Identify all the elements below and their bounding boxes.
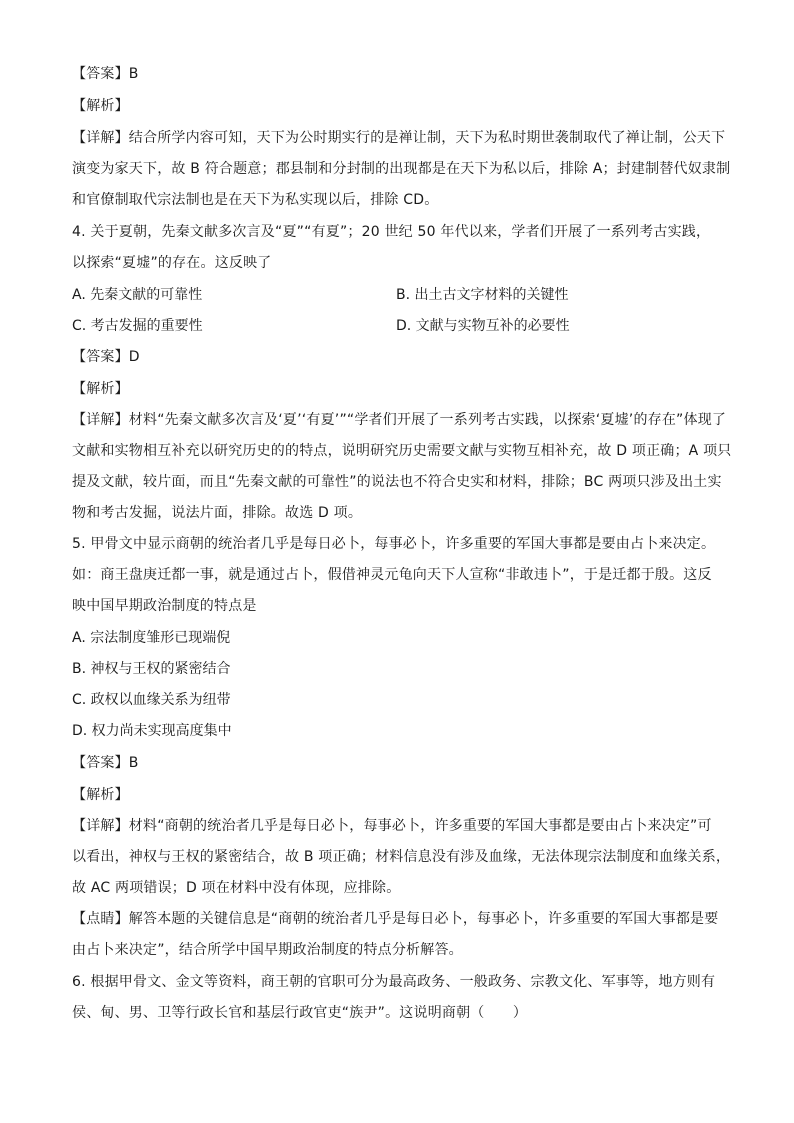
q5-detail-line: 故 AC 两项错误；D 项在材料中没有体现，应排除。 <box>72 880 401 896</box>
q3-detail-line: 和官僚制取代宗法制也是在天下为私实现以后，排除 CD。 <box>72 192 439 208</box>
q5-stem-line: 如：商王盘庚迁都一事，就是通过占卜，假借神灵元龟向天下人宣称“非敢违卜”，于是迁都于殷。这反 <box>72 567 712 583</box>
q5-answer: 【答案】B <box>72 755 139 771</box>
q4-option-d: D. 文献与实物互补的必要性 <box>396 318 570 334</box>
q5-detail-line: 以看出，神权与王权的紧密结合，故 B 项正确；材料信息没有涉及血缘，无法体现宗法制度和血缘关系， <box>72 849 731 865</box>
q5-comment-line: 由占卜来决定”，结合所学中国早期政治制度的特点分析解答。 <box>72 942 463 958</box>
q5-stem-line: 5. 甲骨文中显示商朝的统治者几乎是每日必卜，每事必卜，许多重要的军国大事都是要由占卜来决定。 <box>72 536 716 552</box>
q5-option-c: C. 政权以血缘关系为纽带 <box>72 692 231 708</box>
q4-detail-line: 物和考古发掘，说法片面，排除。故选 D 项。 <box>72 505 363 521</box>
q5-detail-line: 【详解】材料“商朝的统治者几乎是每日必卜，每事必卜，许多重要的军国大事都是要由占卜来决定”可 <box>72 818 712 834</box>
q5-option-b: B. 神权与王权的紧密结合 <box>72 661 231 677</box>
q4-stem-line: 4. 关于夏朝，先秦文献多次言及“夏”“有夏”；20 世纪 50 年代以来，学者们开展了一系列考古实践， <box>72 224 711 240</box>
q3-detail-line: 演变为家天下，故 B 符合题意；郡县制和分封制的出现都是在天下为私以后，排除 A；封建制替代奴隶制 <box>72 161 731 177</box>
q5-option-d: D. 权力尚未实现高度集中 <box>72 723 232 739</box>
q4-analysis-heading: 【解析】 <box>72 381 129 397</box>
q4-option-a: A. 先秦文献的可靠性 <box>72 287 203 303</box>
q4-stem-line: 以探索“夏墟”的存在。这反映了 <box>72 255 272 271</box>
q3-detail-line: 【详解】结合所学内容可知，天下为公时期实行的是禅让制，天下为私时期世袭制取代了禅让制，公天下 <box>72 130 726 146</box>
q3-analysis-heading: 【解析】 <box>72 98 129 114</box>
q4-option-c: C. 考古发掘的重要性 <box>72 318 203 334</box>
q4-detail-line: 文献和实物相互补充以研究历史的的特点，说明研究历史需要文献与实物互相补充，故 D 项正确；A 项只 <box>72 443 732 459</box>
q4-detail-line: 提及文献，较片面，而且“先秦文献的可靠性”的说法也不符合史实和材料，排除；BC 两项只涉及出土实 <box>72 474 722 490</box>
q5-analysis-heading: 【解析】 <box>72 787 129 803</box>
q5-option-a: A. 宗法制度雏形已现端倪 <box>72 630 231 646</box>
q5-comment-line: 【点睛】解答本题的关键信息是“商朝的统治者几乎是每日必卜，每事必卜，许多重要的军国大事都是要 <box>72 911 719 927</box>
q6-stem-line: 侯、甸、男、卫等行政长官和基层行政官吏“族尹”。这说明商朝（ ） <box>72 1005 528 1021</box>
q3-answer: 【答案】B <box>72 66 139 82</box>
q4-option-b: B. 出土古文字材料的关键性 <box>396 287 569 303</box>
q4-detail-line: 【详解】材料“先秦文献多次言及‘夏’‘有夏’”“学者们开展了一系列考古实践，以探索‘夏墟’的存在”体现了 <box>72 412 727 428</box>
q5-stem-line: 映中国早期政治制度的特点是 <box>72 598 257 614</box>
q4-answer: 【答案】D <box>72 349 140 365</box>
q6-stem-line: 6. 根据甲骨文、金文等资料，商王朝的官职可分为最高政务、一般政务、宗教文化、军事等，地方则有 <box>72 974 716 990</box>
